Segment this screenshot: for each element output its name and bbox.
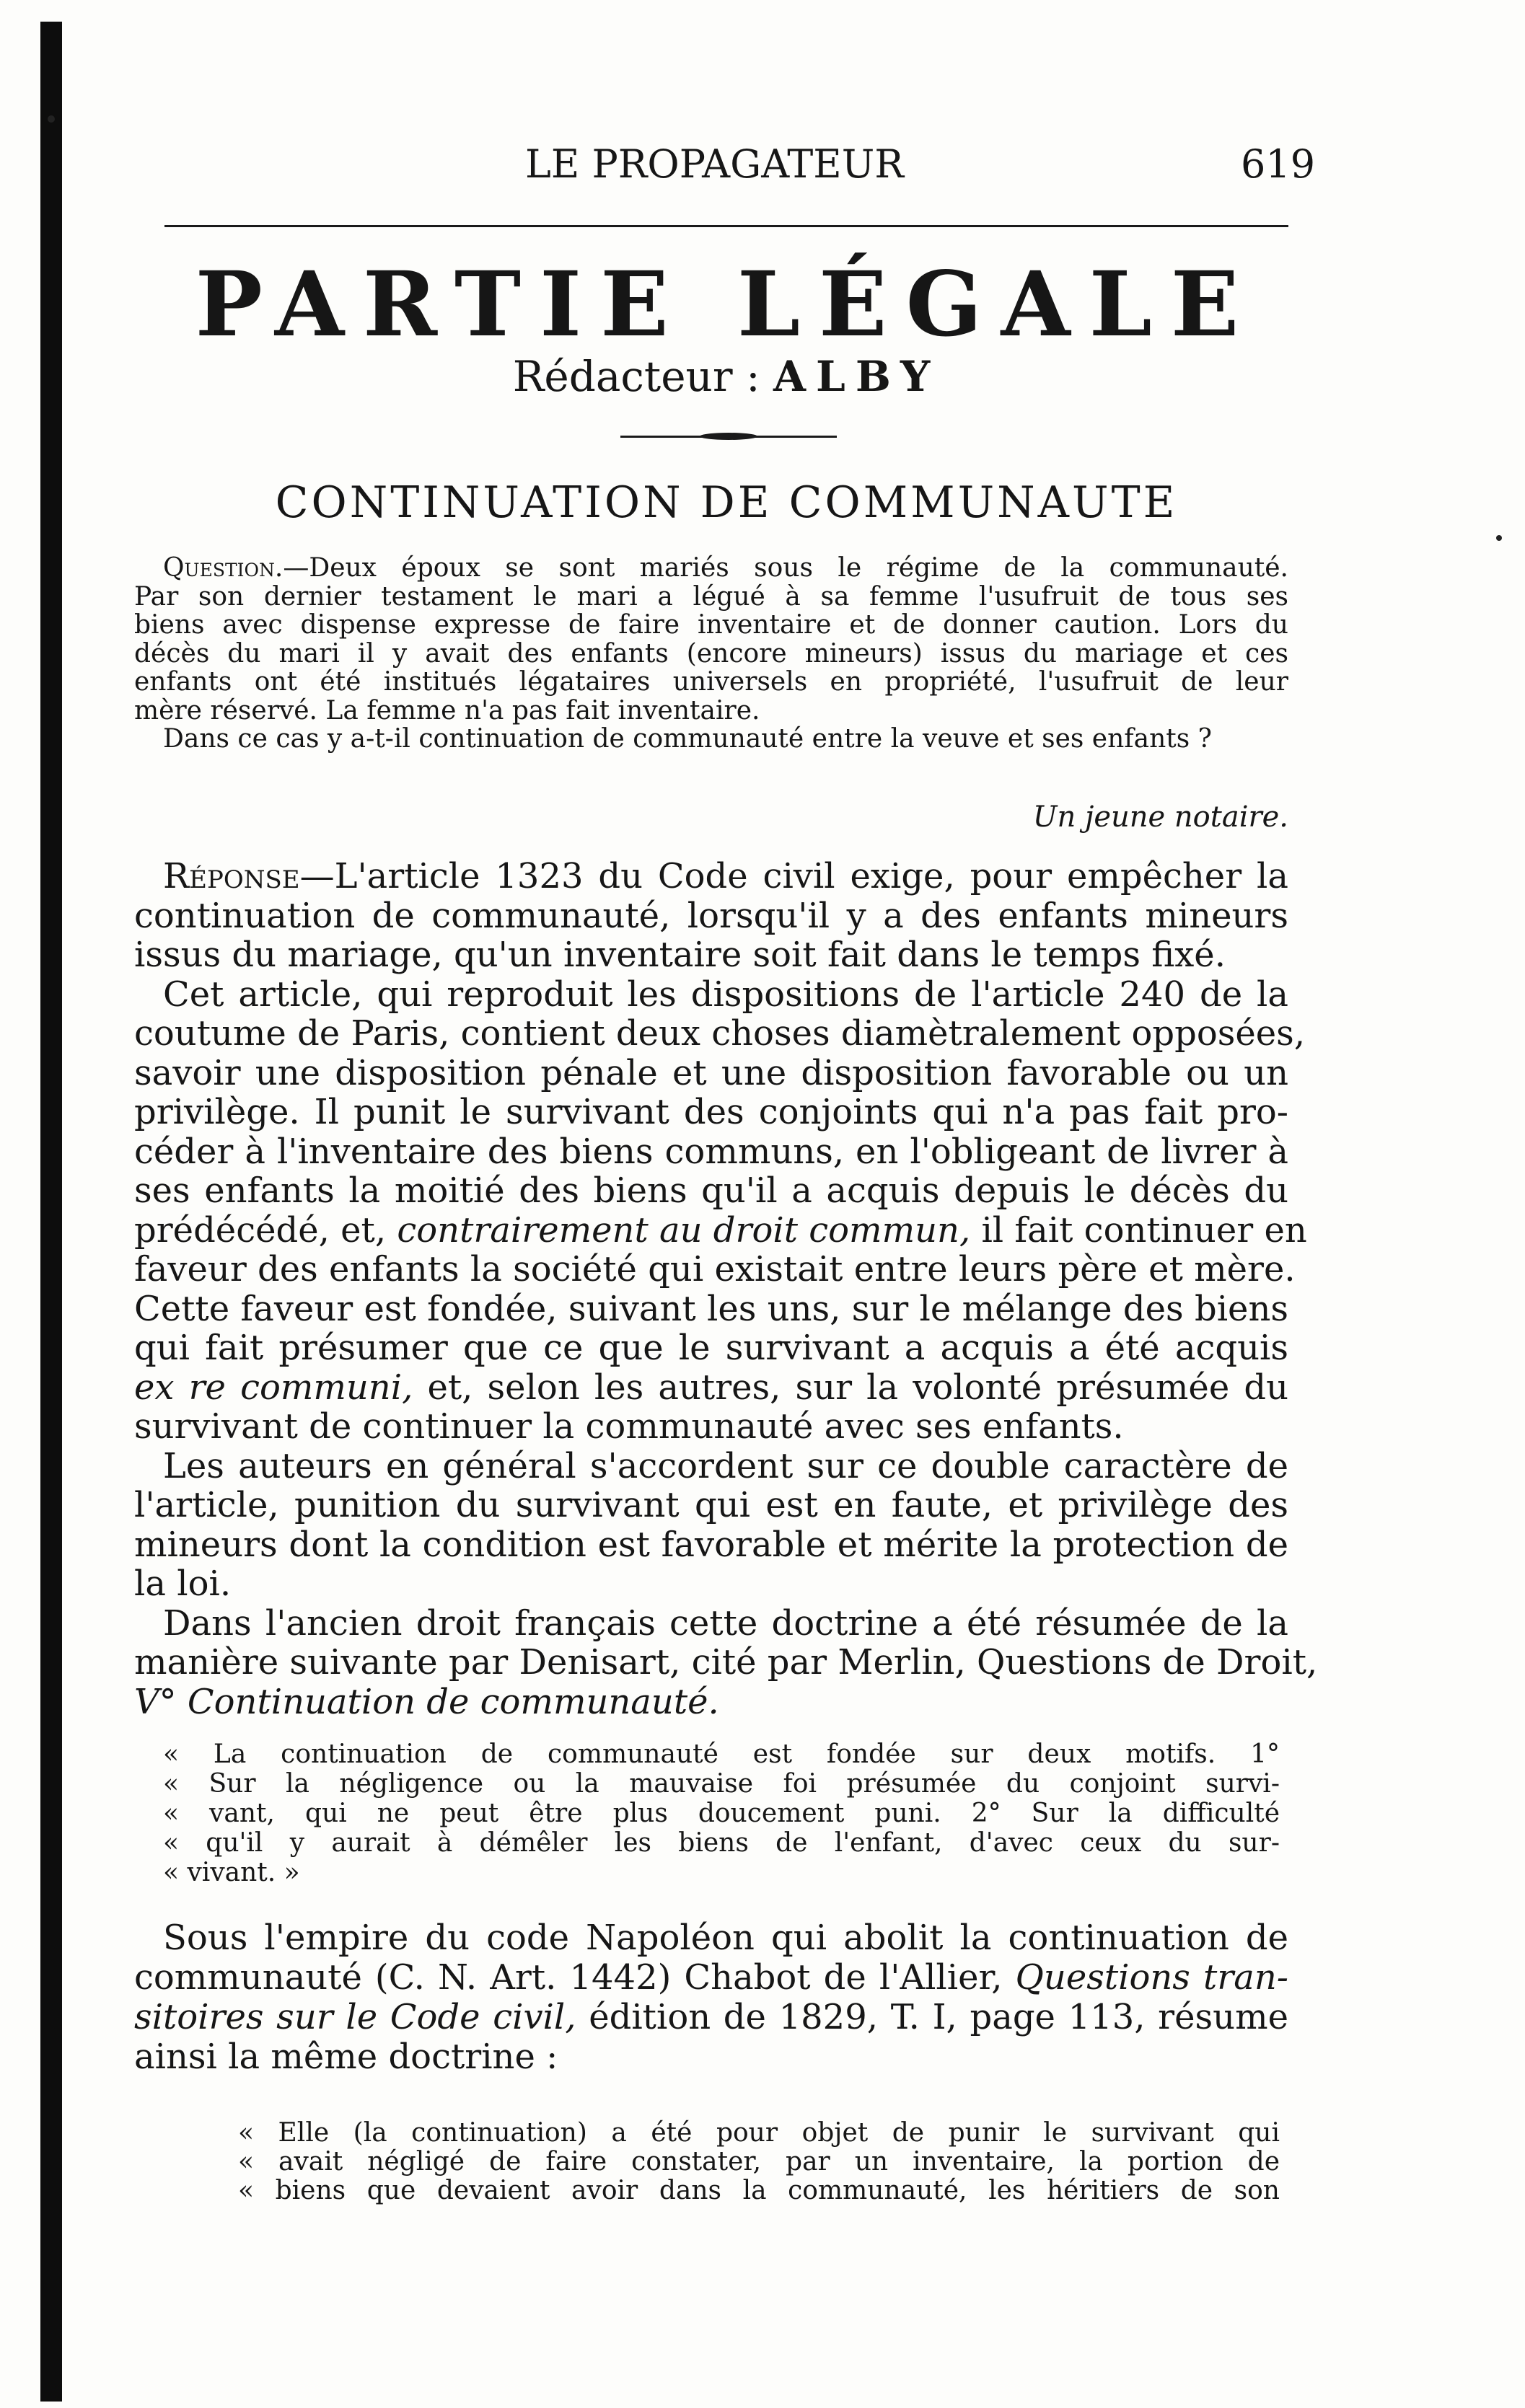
text-line: continuation de communauté, lorsqu'il y a des enfants mineurs xyxy=(134,895,1288,936)
text-line: biens avec dispense expresse de faire inventaire et de donner caution. Lors du xyxy=(134,610,1288,640)
text-line: Sous l'empire du code Napoléon qui abolit la continuation de xyxy=(163,1918,1288,1958)
editor-name: ALBY xyxy=(773,352,941,401)
page-number: 619 xyxy=(1241,141,1316,187)
text-line: Question.—Deux époux se sont mariés sous le régime de la communauté. xyxy=(163,553,1288,583)
italic-phrase: contrairement au droit commun, xyxy=(397,1209,971,1251)
reference-line: V° Continuation de communauté. xyxy=(134,1681,719,1722)
text-line: Dans ce cas y a-t-il continuation de communauté entre la veuve et ses enfants ? xyxy=(163,724,1212,754)
text-line: mineurs dont la condition est favorable et mérite la protection de xyxy=(134,1524,1288,1565)
running-title: LE PROPAGATEUR xyxy=(525,141,904,187)
text-line: décès du mari il y avait des enfants (encore mineurs) issus du mariage et ces xyxy=(134,638,1288,669)
text-line: qui fait présumer que ce que le survivant a acquis a été acquis xyxy=(134,1328,1288,1368)
text-line: manière suivante par Denisart, cité par Merlin, Questions de Droit, xyxy=(134,1642,1318,1682)
text-line: enfants ont été institués légataires universels en propriété, l'usufruit de leur xyxy=(134,667,1288,697)
italic-phrase: ex re communi, xyxy=(134,1367,413,1408)
answer-paragraph xyxy=(134,856,1318,1722)
text-line: Réponse—L'article 1323 du Code civil exige, pour empêcher la xyxy=(163,856,1288,896)
text-line: céder à l'inventaire des biens communs, en l'obligeant de livrer à xyxy=(134,1131,1288,1172)
text-line: privilège. Il punit le survivant des conjoints qui n'a pas fait pro- xyxy=(134,1092,1288,1132)
quotation-denisart xyxy=(163,1739,1280,1887)
quote-line: « vivant. » xyxy=(163,1858,300,1887)
header-rule xyxy=(164,225,1288,227)
text-line: l'article, punition du survivant qui est en faute, et privilège des xyxy=(134,1485,1288,1525)
quote-line: « Sur la négligence ou la mauvaise foi présumée du conjoint survi- xyxy=(163,1769,1280,1799)
editor-label: Rédacteur : xyxy=(512,352,760,401)
text-line: issus du mariage, qu'un inventaire soit fait dans le temps fixé. xyxy=(134,935,1226,975)
text-line: coutume de Paris, contient deux choses diamètralement opposées, xyxy=(134,1013,1306,1054)
margin-mark xyxy=(48,115,55,123)
napoleon-paragraph xyxy=(134,1918,1288,2077)
text-line: la loi. xyxy=(134,1564,232,1604)
italic-phrase: sitoires sur le Code civil, xyxy=(134,1997,576,2037)
question-label: Question. xyxy=(163,553,284,583)
text-line: ses enfants la moitié des biens qu'il a acquis depuis le décès du xyxy=(134,1170,1288,1211)
margin-mark xyxy=(1496,535,1502,541)
book-binding-edge xyxy=(40,22,62,2402)
article-title: CONTINUATION DE COMMUNAUTE xyxy=(275,477,1178,528)
text-line: faveur des enfants la société qui existait entre leurs père et mère. xyxy=(134,1249,1296,1289)
quote-line: « Elle (la continuation) a été pour objet de punir le survivant qui xyxy=(238,2118,1280,2148)
answer-label: Réponse xyxy=(163,856,300,896)
text-line: ainsi la même doctrine : xyxy=(134,2037,558,2077)
quote-line: « La continuation de communauté est fondée sur deux motifs. 1° xyxy=(163,1739,1280,1769)
text-line: ex re communi, et, selon les autres, sur la volonté présumée du xyxy=(134,1367,1288,1408)
ornament-rule xyxy=(620,436,837,438)
text-line: prédécédé, et, contrairement au droit commun, il fait continuer en xyxy=(134,1209,1307,1251)
italic-phrase: Questions tran- xyxy=(1015,1957,1288,1998)
question-paragraph xyxy=(134,554,1288,754)
text-line: Cet article, qui reproduit les dispositions de l'article 240 de la xyxy=(163,974,1288,1015)
quote-line: « biens que devaient avoir dans la communauté, les héritiers de son xyxy=(238,2176,1280,2205)
quote-line: « vant, qui ne peut être plus doucement puni. 2° Sur la difficulté xyxy=(163,1799,1280,1828)
text-line: survivant de continuer la communauté avec ses enfants. xyxy=(134,1406,1124,1447)
editor-line xyxy=(164,352,1288,401)
quotation-chabot xyxy=(238,2119,1280,2205)
quote-line: « qu'il y aurait à démêler les biens de l'enfant, d'avec ceux du sur- xyxy=(163,1828,1280,1858)
text-line: mère réservé. La femme n'a pas fait inventaire. xyxy=(134,695,760,726)
text-line: Dans l'ancien droit français cette doctrine a été résumée de la xyxy=(163,1602,1288,1644)
text-line: communauté (C. N. Art. 1442) Chabot de l'Allier, Questions tran- xyxy=(134,1957,1288,1998)
quote-line: « avait négligé de faire constater, par un inventaire, la portion de xyxy=(238,2147,1280,2177)
text-line: sitoires sur le Code civil, édition de 1829, T. I, page 113, résume xyxy=(134,1997,1288,2037)
section-title: PARTIE LÉGALE xyxy=(195,252,1258,357)
text-line: Par son dernier testament le mari a légué à sa femme l'usufruit de tous ses xyxy=(134,581,1288,612)
text-line: Cette faveur est fondée, suivant les uns, sur le mélange des biens xyxy=(134,1288,1288,1329)
text-line: savoir une disposition pénale et une disposition favorable ou un xyxy=(134,1052,1288,1093)
text-line: Les auteurs en général s'accordent sur ce double caractère de xyxy=(163,1445,1288,1486)
question-signature: Un jeune notaire. xyxy=(1032,801,1288,834)
